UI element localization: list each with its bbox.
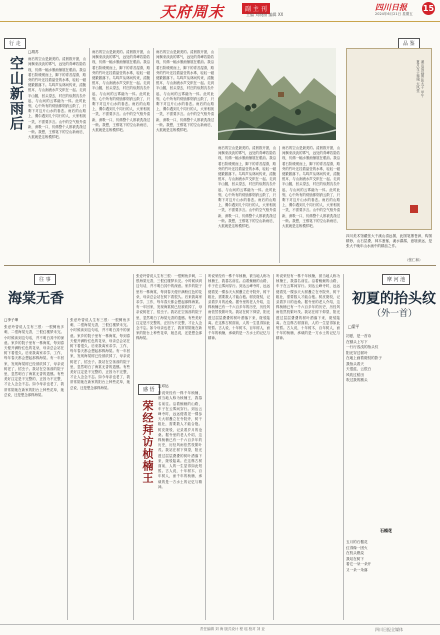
poem-line: 在枝头燃烧 bbox=[346, 551, 364, 555]
column-divider bbox=[273, 274, 274, 620]
column-divider bbox=[133, 274, 134, 620]
footer-logo: 四川日报全媒体 bbox=[375, 627, 403, 632]
poem-line: 五月的石榴花 bbox=[346, 540, 368, 544]
article-column-rongjing-1 bbox=[158, 384, 202, 620]
poem-line: 红得像一团火 bbox=[346, 545, 368, 550]
poem-line: 看它一朵一朵开 bbox=[346, 562, 372, 566]
article-column-kongshan-3 bbox=[156, 50, 214, 260]
article-title-kongshan: 空山新雨后 bbox=[8, 56, 24, 131]
tag-memories: 往 事 bbox=[34, 274, 56, 285]
article-body-kongshan-cont: 雨后的空山是最美的。清晨推开窗，山间飘来淡淡的雾气，远处的青峰若隐若现，仿佛一幅水墨画铺展在眼前。我沿着石阶缓缓而上，脚下的青苔湿滑，路旁的竹叶还挂着晶莹的水珠，轻轻一碰便簌簌落下。鸟鸣声从林间传来，清脆悦耳，与山涧流水声交织在一起。走到半山腰，回头望去，村庄的炊烟袅袅升起，与山间的云雾融为一体。此时此刻，心中所有的烦恼都烟消云散了，只剩下对这片山水的眷恋。雨后的山路上，偶尔遇到几个同行的人，大家相视一笑，不需要多言。山中的空气格外清新，深吸一口，仿佛整个人都被洗涤过一般。我想，王维笔下的空山新雨后，大抵就是这般模样吧。 bbox=[156, 50, 214, 133]
article-body-rongjing-cont: 听说荣经有一株千年桢楠，被当地人称为桢楠王，我慕名前往。沿着蜿蜒的山路，车子在云雾间穿行。到达云峰寺时，远远便看见一棵参天大树矗立在寺院旁，树干粗壮，需要数人才能合抱。树皮斑驳，记录着岁月的沧桑。据寺里的老人介绍，这株桢楠已有一千六百多年的历史，历经风雨依然枝繁叶茂。我站在树下仰望，阳光透过层层叠叠的树叶洒落下来，斑驳陆离。在这株古树面前，人的一生显得如此短暂。古人说，十年树木，百年树人，而千年的桢楠，承载的是一方水土的记忆与精神。 bbox=[208, 274, 270, 341]
poem-line: 我抬头看天 bbox=[346, 361, 364, 366]
column-divider bbox=[67, 318, 68, 620]
paper-name: 四川日报 bbox=[375, 2, 407, 12]
tag-mohe-pond: 摩 河 池 bbox=[382, 274, 410, 285]
landscape-painting-image bbox=[218, 48, 336, 140]
poem-title-shiliu: 石榴花 bbox=[380, 528, 392, 533]
poem-chuxia bbox=[346, 334, 432, 384]
article-column-haitang-3 bbox=[136, 274, 202, 378]
poem-line: 在地上画着斑驳的影子 bbox=[346, 356, 382, 360]
article-column-rongjing-3 bbox=[276, 274, 340, 620]
tag-insight: 感 悟 bbox=[138, 384, 160, 395]
section-label: 副 主 刊 bbox=[242, 3, 270, 14]
article-body-rongjing: 听说荣经有一株千年桢楠，被当地人称为桢楠王，我慕名前往。沿着蜿蜒的山路，车子在云雾间穿行。到达云峰寺时，远远便看见一棵参天大树矗立在寺院旁，树干粗壮，需要数人才能合抱。树皮斑驳，记录着岁月的沧桑。据寺里的老人介绍，这株桢楠已有一千六百多年的历史，历经风雨依然枝繁叶茂。我站在树下仰望，阳光透过层层叠叠的树叶洒落下来，斑驳陆离。在这株古树面前，人的一生显得如此短暂。古人说，十年树木，百年树人，而千年的桢楠，承载的是一方水土的记忆与精神。 bbox=[158, 391, 202, 489]
poem-author: □梁平 bbox=[348, 324, 360, 329]
painting-inscription: 溪山清远图 张大千 甲午夏月写于蓉城 大风堂 bbox=[416, 60, 425, 98]
tag-walking: 行 走 bbox=[4, 38, 26, 49]
editor-line: 主编 刘晓丽 编辑 XX bbox=[246, 12, 284, 17]
column-divider bbox=[279, 146, 280, 263]
article-body-haitang: 张爱玲曾说人生有三恨：一恨鲥鱼多刺，二恨海棠无香，三恨红楼梦未完。小时候读到这句话，并不明白其中的深意。家乡的院子里有一株海棠，每到春天便开满粉红色的花朵，母亲总会站在树下看很久。后来我离家求学、工作，每年春天都会想起那株海棠。有一年回家，发现海棠树已经被砍掉了，母亲说树老了，招虫子。我站在空荡荡的院子里，忽然明白了海棠无香的遗憾。有些美好注定是不完整的，正因为不完整，才让人念念不忘。如今母亲也老了，我常常陪她在新家的阳台上种些花草，她总说，还是想念那株海棠。 bbox=[4, 325, 64, 397]
poem-line: 又一朵一朵落 bbox=[346, 567, 368, 572]
painting-caption: 四川美术馆藏张大千溪山清远图，此图笔墨苍润，构图精妙，山石层叠，林木葱郁，溪水潺潺，意境深远，是张大千晚年山水画中的精品之作。 bbox=[346, 234, 432, 248]
poem-line: 风吹过稻田 bbox=[346, 372, 364, 377]
poem-line: 我站在树下 bbox=[346, 556, 364, 561]
poem-line: 吹过我的额头 bbox=[346, 378, 368, 382]
article-body-haitang-cont: 张爱玲曾说人生有三恨：一恨鲥鱼多刺，二恨海棠无香，三恨红楼梦未完。小时候读到这句话，并不明白其中的深意。家乡的院子里有一株海棠，每到春天便开满粉红色的花朵，母亲总会站在树下看很久。后来我离家求学、工作，每年春天都会想起那株海棠。有一年回家，发现海棠树已经被砍掉了，母亲说树老了，招虫子。我站在空荡荡的院子里，忽然明白了海棠无香的遗憾。有些美好注定是不完整的，正因为不完整，才让人念念不忘。如今母亲也老了，我常常陪她在新家的阳台上种些花草，她总说，还是想念那株海棠。 bbox=[70, 318, 130, 390]
article-author-kongshan: □胡苏 bbox=[28, 50, 39, 54]
section-divider bbox=[4, 265, 436, 266]
column-divider bbox=[153, 48, 154, 263]
page-footer bbox=[0, 624, 440, 635]
article-title-chuxia: 初夏的抬头纹 bbox=[352, 291, 436, 307]
tag-appreciation: 品 鉴 bbox=[398, 38, 420, 49]
column-divider bbox=[89, 48, 90, 263]
column-divider bbox=[343, 274, 344, 620]
article-author-haitang: □李子坤 bbox=[4, 318, 19, 322]
article-column-haitang-2 bbox=[70, 318, 130, 620]
poem-line: 初夏，是一首诗 bbox=[346, 334, 372, 338]
page-number: 15 bbox=[422, 4, 435, 13]
article-body-rongjing-cont: 听说荣经有一株千年桢楠，被当地人称为桢楠王，我慕名前往。沿着蜿蜒的山路，车子在云雾间穿行。到达云峰寺时，远远便看见一棵参天大树矗立在寺院旁，树干粗壮，需要数人才能合抱。树皮斑驳，记录着岁月的沧桑。据寺里的老人介绍，这株桢楠已有一千六百多年的历史，历经风雨依然枝繁叶茂。我站在树下仰望，阳光透过层层叠叠的树叶洒落下来，斑驳陆离。在这株古树面前，人的一生显得如此短暂。古人说，十年树木，百年树人，而千年的桢楠，承载的是一方水土的记忆与精神。 bbox=[276, 274, 340, 341]
article-body-kongshan-cont: 雨后的空山是最美的。清晨推开窗，山间飘来淡淡的雾气，远处的青峰若隐若现，仿佛一幅水墨画铺展在眼前。我沿着石阶缓缓而上，脚下的青苔湿滑，路旁的竹叶还挂着晶莹的水珠，轻轻一碰便簌簌落下。鸟鸣声从林间传来，清脆悦耳，与山涧流水声交织在一起。走到半山腰，回头望去，村庄的炊烟袅袅升起，与山间的云雾融为一体。此时此刻，心中所有的烦恼都烟消云散了，只剩下对这片山水的眷恋。雨后的山路上，偶尔遇到几个同行的人，大家相视一笑，不需要多言。山中的空气格外清新，深吸一口，仿佛整个人都被洗涤过一般。我想，王维笔下的空山新雨后，大抵就是这般模样吧。 bbox=[282, 146, 340, 229]
poem-shiliu bbox=[346, 540, 432, 573]
article-title-rongjing: 荣经拜访桢楠王 bbox=[141, 400, 154, 484]
issue-date: 2024年6月21日 星期五 bbox=[375, 12, 413, 16]
article-column-kongshan-2 bbox=[92, 50, 150, 260]
article-column-kongshan-1 bbox=[28, 50, 86, 260]
article-column-haitang-1 bbox=[4, 318, 64, 620]
red-seal-stamp bbox=[410, 205, 418, 213]
poem-line: 在额头上写下 bbox=[346, 339, 368, 344]
article-body-kongshan-cont: 雨后的空山是最美的。清晨推开窗，山间飘来淡淡的雾气，远处的青峰若隐若现，仿佛一幅水墨画铺展在眼前。我沿着石阶缓缓而上，脚下的青苔湿滑，路旁的竹叶还挂着晶莹的水珠，轻轻一碰便簌簌落下。鸟鸣声从林间传来，清脆悦耳，与山涧流水声交织在一起。走到半山腰，回头望去，村庄的炊烟袅袅升起，与山间的云雾融为一体。此时此刻，心中所有的烦恼都烟消云散了，只剩下对这片山水的眷恋。雨后的山路上，偶尔遇到几个同行的人，大家相视一笑，不需要多言。山中的空气格外清新，深吸一口，仿佛整个人都被洗涤过一般。我想，王维笔下的空山新雨后，大抵就是这般模样吧。 bbox=[92, 50, 150, 133]
article-body-haitang-cont: 张爱玲曾说人生有三恨：一恨鲥鱼多刺，二恨海棠无香，三恨红楼梦未完。小时候读到这句话，并不明白其中的深意。家乡的院子里有一株海棠，每到春天便开满粉红色的花朵，母亲总会站在树下看很久。后来我离家求学、工作，每年春天都会想起那株海棠。有一年回家，发现海棠树已经被砍掉了，母亲说树老了，招虫子。我站在空荡荡的院子里，忽然明白了海棠无香的遗憾。有些美好注定是不完整的，正因为不完整，才让人念念不忘。如今母亲也老了，我常常陪她在新家的阳台上种些花草，她总说，还是想念那株海棠。 bbox=[136, 274, 202, 341]
article-body-kongshan: 雨后的空山是最美的。清晨推开窗，山间飘来淡淡的雾气，远处的青峰若隐若现，仿佛一幅水墨画铺展在眼前。我沿着石阶缓缓而上，脚下的青苔湿滑，路旁的竹叶还挂着晶莹的水珠，轻轻一碰便簌簌落下。鸟鸣声从林间传来，清脆悦耳，与山涧流水声交织在一起。走到半山腰，回头望去，村庄的炊烟袅袅升起，与山间的云雾融为一体。此时此刻，心中所有的烦恼都烟消云散了，只剩下对这片山水的眷恋。雨后的山路上，偶尔遇到几个同行的人，大家相视一笑，不需要多言。山中的空气格外清新，深吸一口，仿佛整个人都被洗涤过一般。我想，王维笔下的空山新雨后，大抵就是这般模样吧。 bbox=[28, 57, 86, 140]
poem-line: 天很蓝，云很白 bbox=[346, 367, 372, 371]
caption-author: （张仁和） bbox=[405, 258, 423, 262]
column-divider bbox=[205, 274, 206, 620]
poem-line: 一行行浅浅的抬头纹 bbox=[346, 345, 379, 349]
article-subtitle-chuxia: （外一首） bbox=[372, 309, 418, 319]
article-column-kongshan-4 bbox=[218, 146, 276, 261]
masthead-logo: 天府周末 bbox=[160, 3, 225, 21]
page-header bbox=[0, 0, 440, 22]
article-column-rongjing-2 bbox=[208, 274, 270, 620]
article-body-kongshan-cont: 雨后的空山是最美的。清晨推开窗，山间飘来淡淡的雾气，远处的青峰若隐若现，仿佛一幅水墨画铺展在眼前。我沿着石阶缓缓而上，脚下的青苔湿滑，路旁的竹叶还挂着晶莹的水珠，轻轻一碰便簌簌落下。鸟鸣声从林间传来，清脆悦耳，与山涧流水声交织在一起。走到半山腰，回头望去，村庄的炊烟袅袅升起，与山间的云雾融为一体。此时此刻，心中所有的烦恼都烟消云散了，只剩下对这片山水的眷恋。雨后的山路上，偶尔遇到几个同行的人，大家相视一笑，不需要多言。山中的空气格外清新，深吸一口，仿佛整个人都被洗涤过一般。我想，王维笔下的空山新雨后，大抵就是这般模样吧。 bbox=[218, 146, 276, 229]
footer-credits: 责任编辑 刘 海 版式设计 程 瑶 校对 刘 亚 bbox=[200, 627, 265, 631]
article-column-kongshan-5 bbox=[282, 146, 340, 261]
article-title-haitang: 海棠无香 bbox=[8, 291, 64, 307]
poem-line: 阳光穿过树叶 bbox=[346, 350, 368, 355]
article-author-rongjing: □邓运 bbox=[158, 384, 169, 388]
